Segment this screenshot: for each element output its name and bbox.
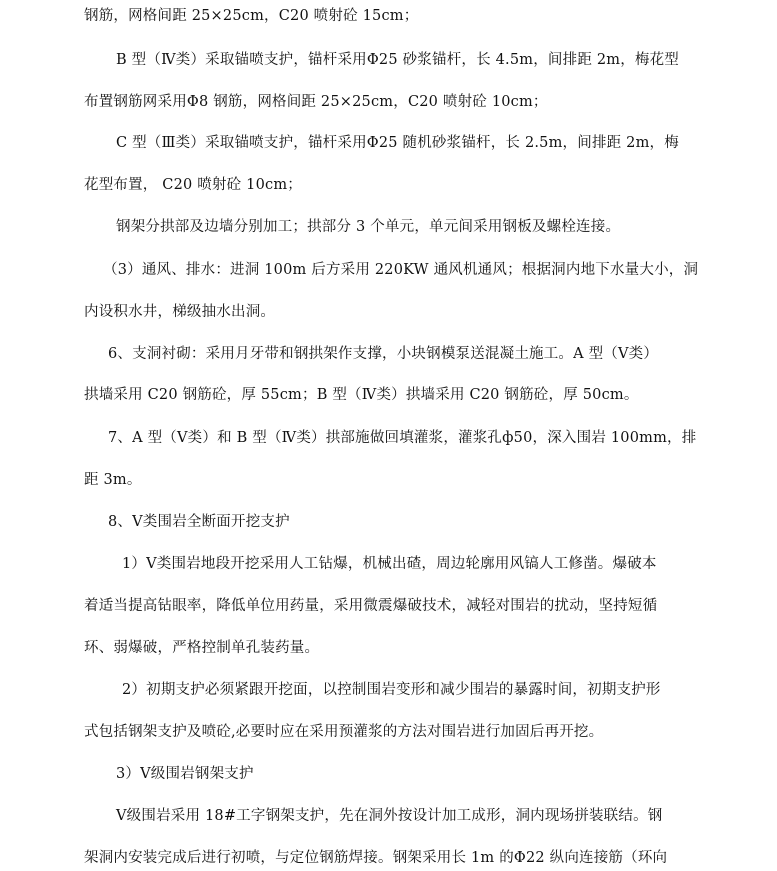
text-line: 环、弱爆破，严格控制单孔装药量。 — [84, 640, 320, 656]
text-line: 式包括钢架支护及喷砼,必要时应在采用预灌浆的方法对围岩进行加固后再开挖。 — [84, 724, 604, 740]
text-line: 架洞内安装完成后进行初喷，与定位钢筋焊接。钢架采用长 1m 的Φ22 纵向连接筋（环向 — [84, 850, 668, 866]
text-line: 7、A 型（Ⅴ类）和 B 型（Ⅳ类）拱部施做回填灌浆，灌浆孔ф50，深入围岩 100mm，排 — [108, 430, 697, 446]
section-heading: 8、Ⅴ类围岩全断面开挖支护 — [108, 514, 290, 530]
text-line: 6、支洞衬砌：采用月牙带和钢拱架作支撑，小块钢模泵送混凝土施工。A 型（Ⅴ类） — [108, 346, 659, 362]
subsection-heading: 3）Ⅴ级围岩钢架支护 — [116, 766, 254, 782]
text-line: 内设积水井，梯级抽水出洞。 — [84, 304, 276, 320]
text-line: B 型（Ⅳ类）采取锚喷支护，锚杆采用Φ25 砂浆锚杆，长 4.5m，间排距 2m，梅花型 — [116, 52, 679, 68]
text-line: 1）Ⅴ类围岩地段开挖采用人工钻爆，机械出碴，周边轮廓用风镐人工修凿。爆破本 — [122, 556, 657, 572]
text-line: 2）初期支护必须紧跟开挖面，以控制围岩变形和减少围岩的暴露时间，初期支护形 — [122, 682, 661, 698]
text-line: 钢筋，网格间距 25×25cm，C20 喷射砼 15cm； — [84, 8, 419, 24]
text-line: 着适当提高钻眼率，降低单位用药量，采用微震爆破技术，减轻对围岩的扰动，坚持短循 — [84, 598, 658, 614]
text-line: 布置钢筋网采用Φ8 钢筋，网格间距 25×25cm，C20 喷射砼 10cm； — [84, 94, 548, 110]
text-line: C 型（Ⅲ类）采取锚喷支护，锚杆采用Φ25 随机砂浆锚杆，长 2.5m，间排距 2m，梅 — [116, 135, 679, 151]
text-line: （3）通风、排水：进洞 100m 后方采用 220KW 通风机通风；根据洞内地下水量大小，洞 — [103, 262, 699, 278]
text-line: 拱墙采用 C20 钢筋砼，厚 55cm；B 型（Ⅳ类）拱墙采用 C20 钢筋砼，厚 50cm。 — [84, 387, 639, 403]
text-line: Ⅴ级围岩采用 18#工字钢架支护，先在洞外按设计加工成形，洞内现场拼装联结。钢 — [116, 808, 663, 824]
text-line: 花型布置， C20 喷射砼 10cm； — [84, 177, 302, 193]
text-line: 距 3m。 — [84, 472, 142, 488]
text-line: 钢架分拱部及边墙分别加工；拱部分 3 个单元，单元间采用钢板及螺栓连接。 — [116, 219, 621, 235]
